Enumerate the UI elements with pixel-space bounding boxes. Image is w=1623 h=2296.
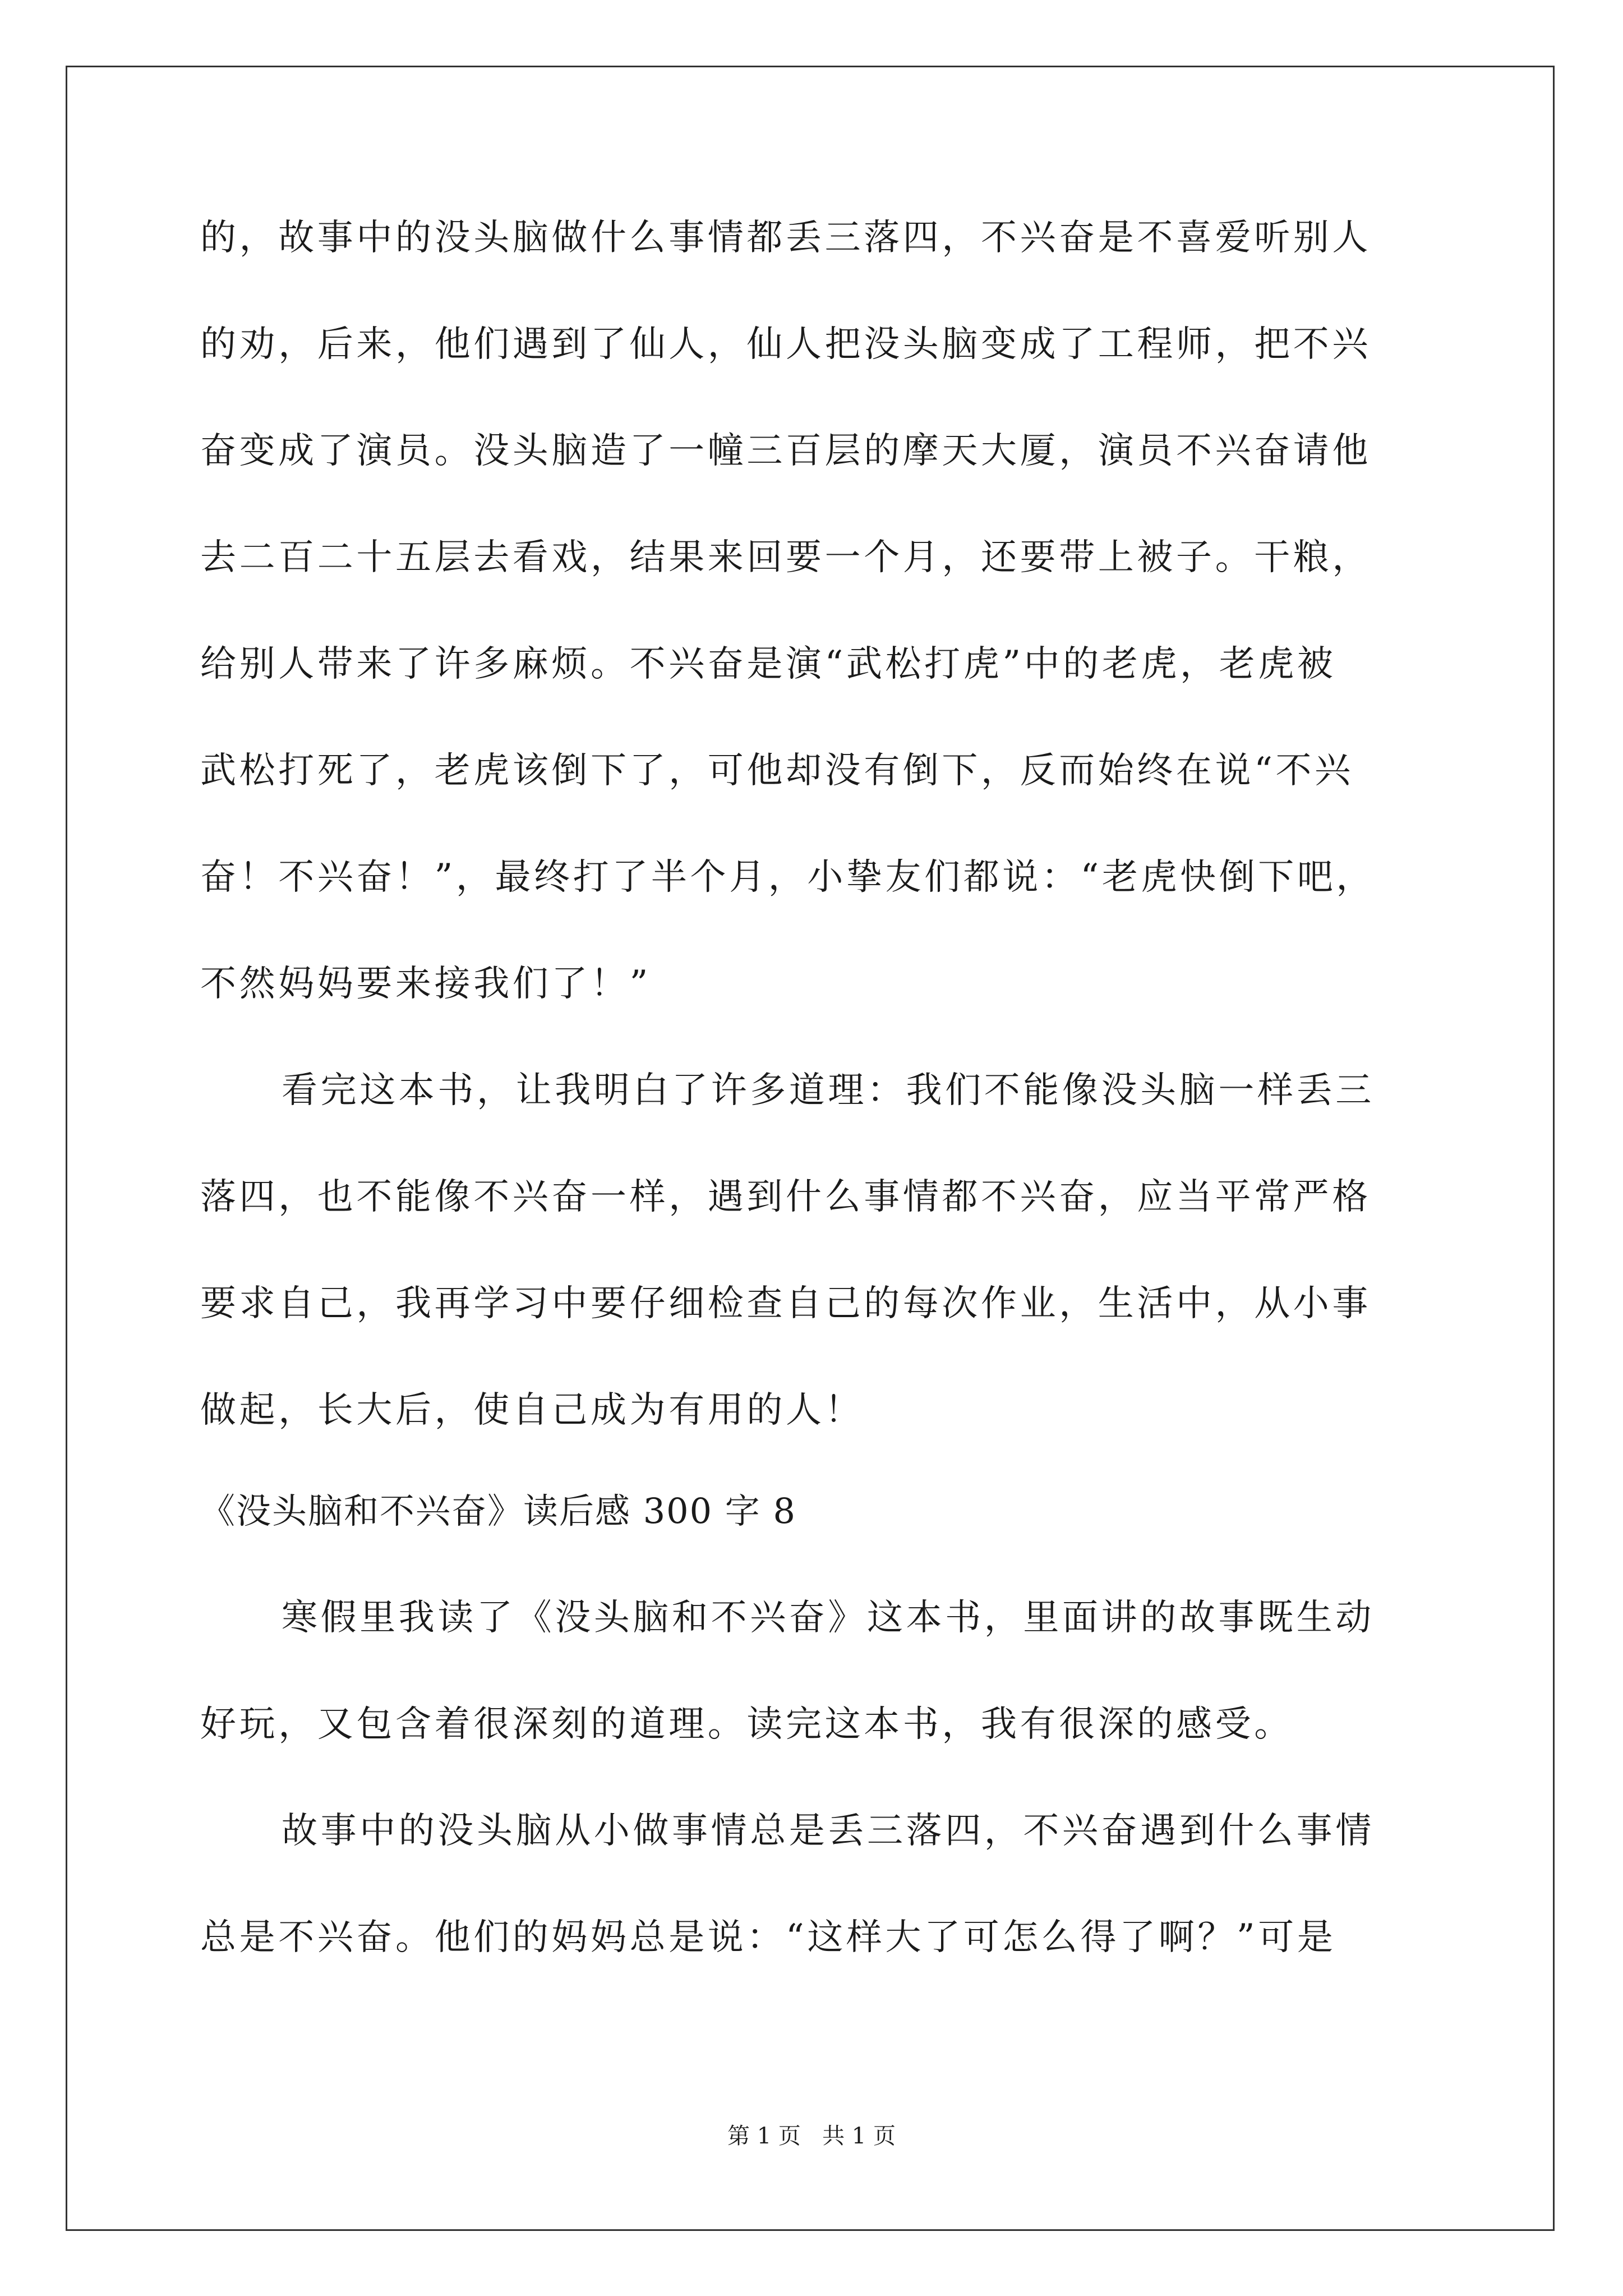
text-line: 要求自己，我再学习中要仔细检查自己的每次作业，生活中，从小事 [200,1283,1371,1324]
page-footer: 第 1 页 共 1 页 [727,2123,896,2149]
text-line: 奋！不兴奋！”，最终打了半个月，小挚友们都说：“老虎快倒下吧， [200,857,1376,898]
section-heading: 《没头脑和不兴奋》读后感 300 字 8 [200,1490,796,1531]
text-line: 去二百二十五层去看戏，结果来回要一个月，还要带上被子。干粮， [200,537,1371,578]
text-line: 给别人带来了许多麻烦。不兴奋是演“武松打虎”中的老虎，老虎被 [200,643,1336,685]
text-line: 好玩，又包含着很深刻的道理。读完这本书，我有很深的感受。 [200,1704,1293,1745]
text-line: 做起，长大后，使自己成为有用的人！ [200,1389,864,1431]
paragraph-first-line: 寒假里我读了《没头脑和不兴奋》这本书，里面讲的故事既生动 [282,1597,1375,1639]
text-line: 的劝，后来，他们遇到了仙人，仙人把没头脑变成了工程师，把不兴 [200,324,1371,365]
paragraph-first-line: 故事中的没头脑从小做事情总是丢三落四，不兴奋遇到什么事情 [282,1810,1375,1852]
text-line: 落四，也不能像不兴奋一样，遇到什么事情都不兴奋，应当平常严格 [200,1176,1371,1218]
text-line: 武松打死了，老虎该倒下了，可他却没有倒下，反而始终在说“不兴 [200,750,1354,792]
text-line: 奋变成了演员。没头脑造了一幢三百层的摩天大厦，演员不兴奋请他 [200,430,1371,472]
paragraph-first-line: 看完这本书，让我明白了许多道理：我们不能像没头脑一样丢三 [282,1070,1375,1111]
text-line: 总是不兴奋。他们的妈妈总是说：“这样大了可怎么得了啊？”可是 [200,1917,1336,1958]
text-line: 不然妈妈要来接我们了！” [200,963,651,1005]
text-line: 的，故事中的没头脑做什么事情都丢三落四，不兴奋是不喜爱听别人 [200,217,1371,259]
page-frame [66,66,1555,2231]
